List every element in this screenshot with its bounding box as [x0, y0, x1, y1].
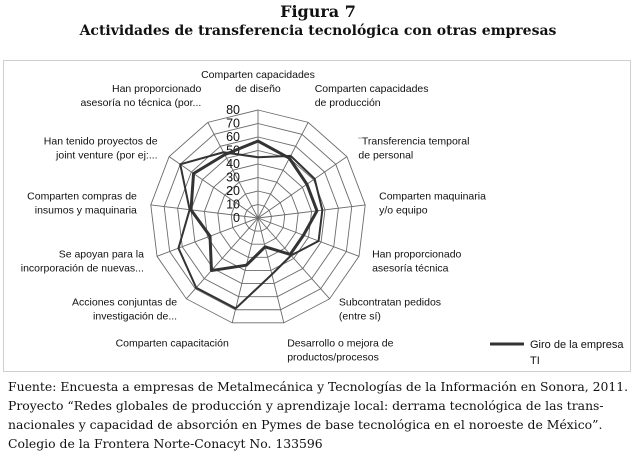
tick-label: 20: [226, 184, 240, 198]
axis-label: Desarrollo o mejora de: [287, 337, 394, 350]
axis-label: (entre sí): [338, 310, 381, 323]
source-line-4: Colegio de la Frontera Norte-Conacyt No. 133596: [8, 436, 323, 451]
tick-label: 0: [233, 211, 240, 225]
legend-label-0: Giro de la empresa: [530, 339, 624, 351]
source-line-1: Fuente: Encuesta a empresas de Metalmecánica y Tecnologías de la Información en Sonora, 2011.: [8, 379, 629, 394]
tick-label: 70: [226, 116, 240, 131]
source-line-2: Proyecto “Redes globales de producción y aprendizaje local: derrama tecnológica de las trans-: [8, 398, 604, 413]
grid-spoke: [157, 218, 258, 256]
figure-title: Actividades de transferencia tecnológica con otras empresas: [79, 23, 557, 39]
axis-label: y/o equipo: [379, 204, 428, 217]
tick-label: 50: [226, 143, 240, 158]
axis-label: productos/procesos: [287, 351, 379, 364]
tick-label: 60: [226, 130, 240, 144]
grid-spoke: [258, 218, 330, 299]
axis-label: ¨Transferencia temporal: [358, 135, 470, 148]
axis-label: Acciones conjuntas de: [72, 296, 178, 309]
axis-label: joint venture (por ej:...: [56, 149, 158, 162]
axis-label: Han tenido proyectos de: [43, 135, 158, 148]
axis-label: Comparten capacidades: [314, 82, 429, 95]
figure-label: Figura 7: [280, 2, 356, 21]
axis-label: Comparten capacidades: [201, 69, 315, 81]
legend-label-1: TI: [530, 355, 540, 367]
axis-label: Se apoyan para la: [58, 248, 144, 261]
tick-label: 10: [226, 197, 240, 212]
axis-label: Comparten capacitación: [115, 337, 229, 350]
grid-spoke: [186, 218, 258, 299]
axis-label: Comparten maquinaria: [379, 190, 486, 203]
axis-label: asesoría no técnica (por...: [80, 96, 202, 109]
axis-label: Han proporcionado: [111, 82, 202, 95]
tick-label: 80: [226, 103, 240, 117]
axis-label: Han proporcionado: [372, 248, 462, 261]
axis-label: Comparten compras de: [27, 190, 137, 203]
axis-label: de diseño: [235, 83, 281, 95]
axis-label: de personal: [358, 149, 414, 162]
axis-label: Subcontratan pedidos: [338, 296, 442, 309]
axis-label: asesoría técnica: [372, 262, 449, 275]
axis-label: insumos y maquinaria: [34, 204, 137, 217]
axis-label: incorporación de nuevas...: [20, 262, 144, 275]
grid-spoke: [258, 122, 308, 218]
source-note: [8, 377, 630, 453]
axis-label: investigación de...: [93, 310, 178, 323]
axis-label: de producción: [314, 96, 381, 109]
source-line-3: nacionales y capacidad de absorción en Pymes de base tecnológica en el noroeste de México”.: [8, 417, 603, 432]
tick-label: 30: [226, 170, 240, 185]
tick-label: 40: [226, 157, 240, 171]
